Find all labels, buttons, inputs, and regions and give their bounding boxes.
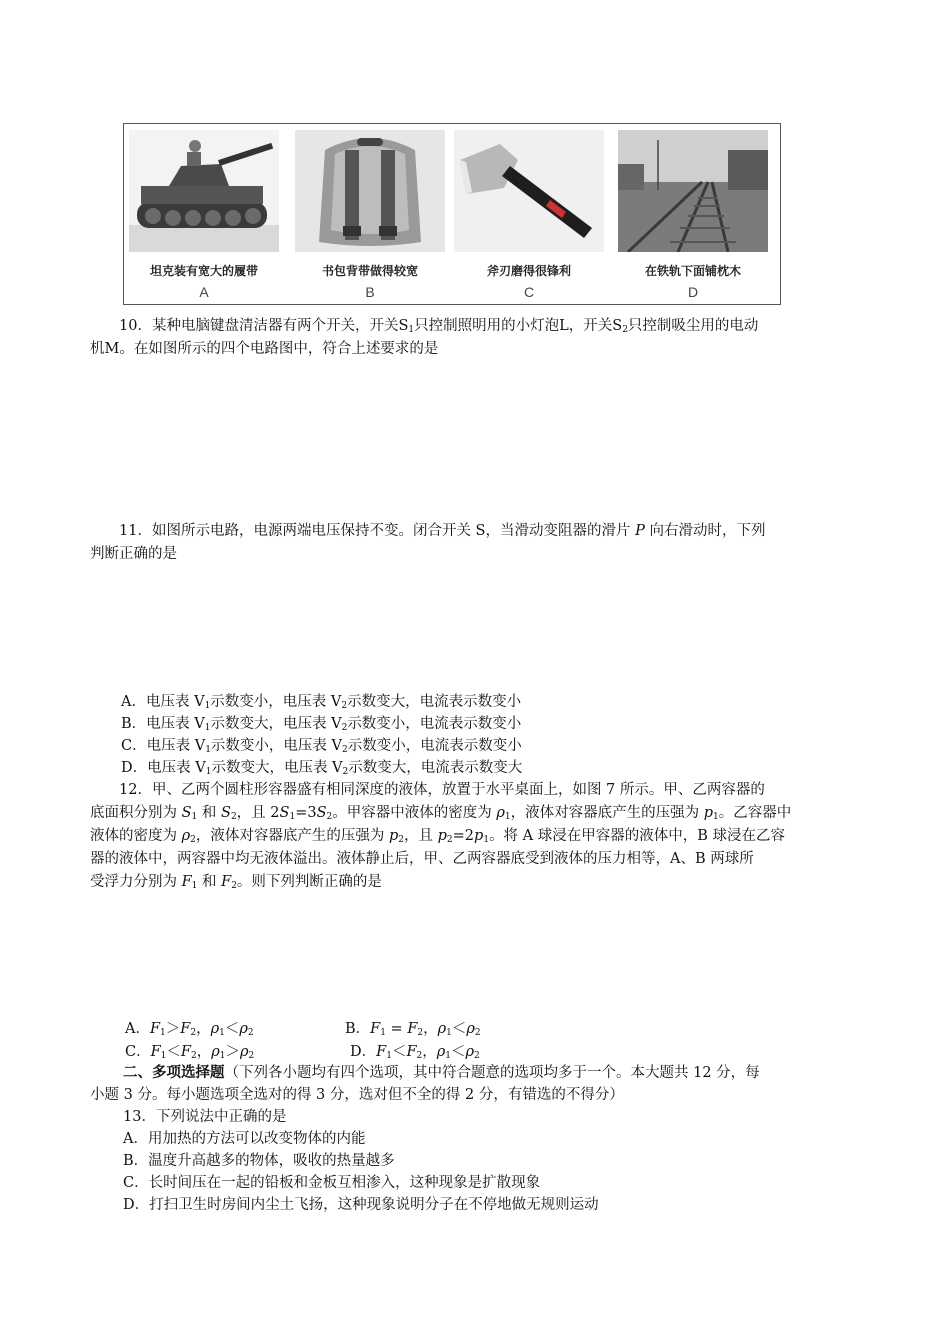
axe-photo bbox=[454, 130, 604, 252]
figure-caption: 书包背带做得较宽 bbox=[321, 264, 418, 278]
q12-line-1: 12．甲、乙两个圆柱形容器盛有相同深度的液体，放置于水平桌面上，如图 7 所示。甲、乙两容器的 bbox=[119, 782, 765, 798]
section2-line-2: 小题 3 分。每小题选项全选对的得 3 分，选对但不全的得 2 分，有错选的不得分） bbox=[90, 1087, 624, 1103]
q13-option-c: C．长时间压在一起的铅板和金板互相渗入，这种现象是扩散现象 bbox=[123, 1175, 541, 1191]
q11-option-a: A．电压表 $V_1$示数变小，电压表 $V_2$示数变大，电流表示数变小 bbox=[121, 694, 522, 711]
pressure-figure-strip bbox=[123, 123, 781, 305]
q13-option-d: D．打扫卫生时房间内尘土飞扬，这种现象说明分子在不停地做无规则运动 bbox=[123, 1197, 599, 1213]
figure-panel-c bbox=[454, 130, 604, 298]
q12-line-2: 底面积分别为 $S_1$ 和 $S_2$，且 $2S_1=3S_2$。甲容器中液体的密度为 $\rho_1$，液体对容器底产生的压强为 $p_1$。乙容器中 bbox=[90, 805, 792, 822]
figure-panel-a bbox=[129, 130, 279, 298]
figure-panel-d bbox=[618, 130, 768, 298]
q12-option-d: D．$F_1<F_2$，$\rho_1<\rho_2$ bbox=[350, 1044, 480, 1061]
q11-option-c: C．电压表 $V_1$示数变小，电压表 $V_2$示数变小，电流表示数变小 bbox=[121, 738, 522, 755]
figure-caption: 坦克装有宽大的履带 bbox=[149, 264, 258, 278]
q10-line-1: 10．某种电脑键盘清洁器有两个开关，开关$S_1$只控制照明用的小灯泡L，开关$S_2$只控制吸尘用的电动 bbox=[119, 318, 759, 335]
railway-photo bbox=[618, 130, 768, 252]
q11-line-1: 11．如图所示电路，电源两端电压保持不变。闭合开关 S，当滑动变阻器的滑片 P 向右滑动时，下列 bbox=[119, 523, 766, 539]
q13-option-b: B．温度升高越多的物体，吸收的热量越多 bbox=[123, 1153, 395, 1169]
q13-option-a: A．用加热的方法可以改变物体的内能 bbox=[123, 1131, 366, 1147]
figure-label: D bbox=[687, 284, 699, 300]
q12-option-c: C．$F_1<F_2$，$\rho_1>\rho_2$ bbox=[125, 1044, 255, 1061]
q12-line-5: 受浮力分别为 $F_1$ 和 $F_2$。则下列判断正确的是 bbox=[90, 874, 382, 891]
q12-line-4: 器的液体中，两容器中均无液体溢出。液体静止后，甲、乙两容器底受到液体的压力相等，A、B 两球所 bbox=[90, 851, 754, 867]
q12-line-3: 液体的密度为 $\rho_2$，液体对容器底产生的压强为 $p_2$，且 $p_2=2p_1$。将 A 球浸在甲容器的液体中，B 球浸在乙容 bbox=[90, 828, 786, 845]
q10-line-2: 机M。在如图所示的四个电路图中，符合上述要求的是 bbox=[90, 341, 439, 357]
figure-panel-b bbox=[295, 130, 445, 298]
q11-line-2: 判断正确的是 bbox=[90, 546, 177, 562]
figure-caption: 在铁轨下面铺枕木 bbox=[644, 264, 741, 278]
q12-option-b: B．$F_1 = F_2$，$\rho_1<\rho_2$ bbox=[345, 1021, 481, 1038]
figure-label: A bbox=[199, 284, 209, 300]
figure-caption: 斧刃磨得很锋利 bbox=[486, 264, 571, 278]
q13-stem: 13．下列说法中正确的是 bbox=[123, 1109, 287, 1125]
figure-label: C bbox=[523, 284, 535, 300]
q11-option-d: D．电压表 $V_1$示数变大，电压表 $V_2$示数变大，电流表示数变大 bbox=[121, 760, 523, 777]
backpack-photo bbox=[295, 130, 445, 252]
section2-title: 二、多项选择题 bbox=[123, 1064, 225, 1081]
tank-photo bbox=[129, 130, 279, 252]
figure-label: B bbox=[365, 284, 375, 300]
q12-option-a: A．$F_1>F_2$，$\rho_1<\rho_2$ bbox=[125, 1021, 254, 1038]
section2-line-1: 二、多项选择题（下列各小题均有四个选项，其中符合题意的选项均多于一个。本大题共 12 分，每 bbox=[123, 1064, 760, 1081]
q11-option-b: B．电压表 $V_1$示数变大，电压表 $V_2$示数变小，电流表示数变小 bbox=[121, 716, 522, 733]
